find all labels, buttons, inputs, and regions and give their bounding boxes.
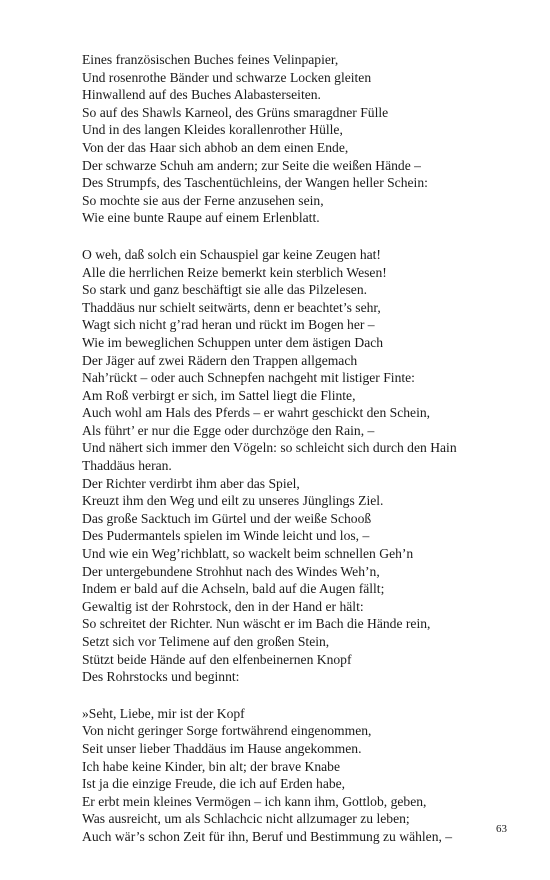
verse-line: So auf des Shawls Karneol, des Grüns smaragdner Fülle <box>82 104 389 120</box>
verse-line: Wie im beweglichen Schuppen unter dem ästigen Dach <box>82 334 384 350</box>
verse-line: Und wie ein Weg’richblatt, so wackelt beim schnellen Geh’n <box>82 546 414 562</box>
verse-line: Was ausreicht, um als Schlachcic nicht allzumager zu leben; <box>82 811 410 827</box>
verse-line: Thaddäus heran. <box>82 458 172 474</box>
verse-line: So schreitet der Richter. Nun wäscht er im Bach die Hände rein, <box>82 616 431 632</box>
verse-line: Alle die herrlichen Reize bemerkt kein sterblich Wesen! <box>82 264 387 280</box>
verse-line: So mochte sie aus der Ferne anzusehen sein, <box>82 192 324 208</box>
stanza <box>82 246 522 686</box>
verse-line: Wie eine bunte Raupe auf einem Erlenblatt. <box>82 210 320 226</box>
verse-line: Setzt sich vor Telimene auf den großen Stein, <box>82 634 330 649</box>
verse-line: Und nähert sich immer den Vögeln: so schleicht sich durch den Hain <box>82 440 457 456</box>
verse-line: Stützt beide Hände auf den elfenbeinernen Knopf <box>82 651 352 667</box>
verse-line: Der untergebundene Strohhut nach des Windes Weh’n, <box>82 563 380 579</box>
verse-line: Ich habe keine Kinder, bin alt; der brave Knabe <box>82 758 341 774</box>
verse-line: Des Pudermantels spielen im Winde leicht und los, – <box>82 528 370 544</box>
verse-line: Des Strumpfs, des Taschentüchleins, der Wangen heller Schein: <box>82 175 428 191</box>
verse-line: So stark und ganz beschäftigt sie alle das Pilzelesen. <box>82 282 368 298</box>
verse-line: Der Richter verdirbt ihm aber das Spiel, <box>82 475 300 491</box>
verse-line: Kreuzt ihm den Weg und eilt zu unseres Jünglings Ziel. <box>82 493 384 509</box>
verse-line: O weh, daß solch ein Schauspiel gar keine Zeugen hat! <box>82 246 381 262</box>
verse-line: Ist ja die einzige Freude, die ich auf Erden habe, <box>82 776 346 792</box>
verse-line: Nah’rückt – oder auch Schnepfen nachgeht mit listiger Finte: <box>82 370 415 386</box>
verse-line: Der schwarze Schuh am andern; zur Seite die weißen Hände – <box>82 157 421 173</box>
verse-line: Eines französischen Buches feines Velinpapier, <box>82 52 339 67</box>
stanza <box>82 51 522 227</box>
verse-line: Thaddäus nur schielt seitwärts, denn er beachtet’s sehr, <box>82 299 381 315</box>
stanza <box>82 705 522 846</box>
verse-line: Von der das Haar sich abhob an dem einen Ende, <box>82 139 349 155</box>
verse-line: Des Rohrstocks und beginnt: <box>82 669 240 685</box>
verse-line: Wagt sich nicht g’rad heran und rückt im Bogen her – <box>82 317 375 333</box>
verse-line: Das große Sacktuch im Gürtel und der weiße Schooß <box>82 510 372 526</box>
verse-line: Auch wohl am Hals des Pferds – er wahrt geschickt den Schein, <box>82 405 431 421</box>
verse-line: Von nicht geringer Sorge fortwährend eingenommen, <box>82 723 372 739</box>
verse-line: »Seht, Liebe, mir ist der Kopf <box>82 705 245 721</box>
verse-line: Auch wär’s schon Zeit für ihn, Beruf und Bestimmung zu wählen, – <box>82 828 453 844</box>
verse-line: Als führt’ er nur die Egge oder durchzöge den Rain, – <box>82 422 375 438</box>
verse-line: Gewaltig ist der Rohrstock, den in der Hand er hält: <box>82 598 364 614</box>
verse-line: Und in des langen Kleides korallenrother Hülle, <box>82 122 343 138</box>
verse-line: Und rosenrothe Bänder und schwarze Locken gleiten <box>82 69 372 85</box>
poem-text <box>82 51 522 865</box>
verse-line: Er erbt mein kleines Vermögen – ich kann ihm, Gottlob, geben, <box>82 793 427 809</box>
verse-line: Am Roß verbirgt er sich, im Sattel liegt die Flinte, <box>82 387 356 403</box>
verse-line: Der Jäger auf zwei Rädern den Trappen allgemach <box>82 352 358 368</box>
verse-line: Hinwallend auf des Buches Alabasterseiten. <box>82 87 321 103</box>
verse-line: Indem er bald auf die Achseln, bald auf die Augen fällt; <box>82 581 385 597</box>
verse-line: Seit unser lieber Thaddäus im Hause angekommen. <box>82 740 362 756</box>
page-number: 63 <box>496 823 507 835</box>
